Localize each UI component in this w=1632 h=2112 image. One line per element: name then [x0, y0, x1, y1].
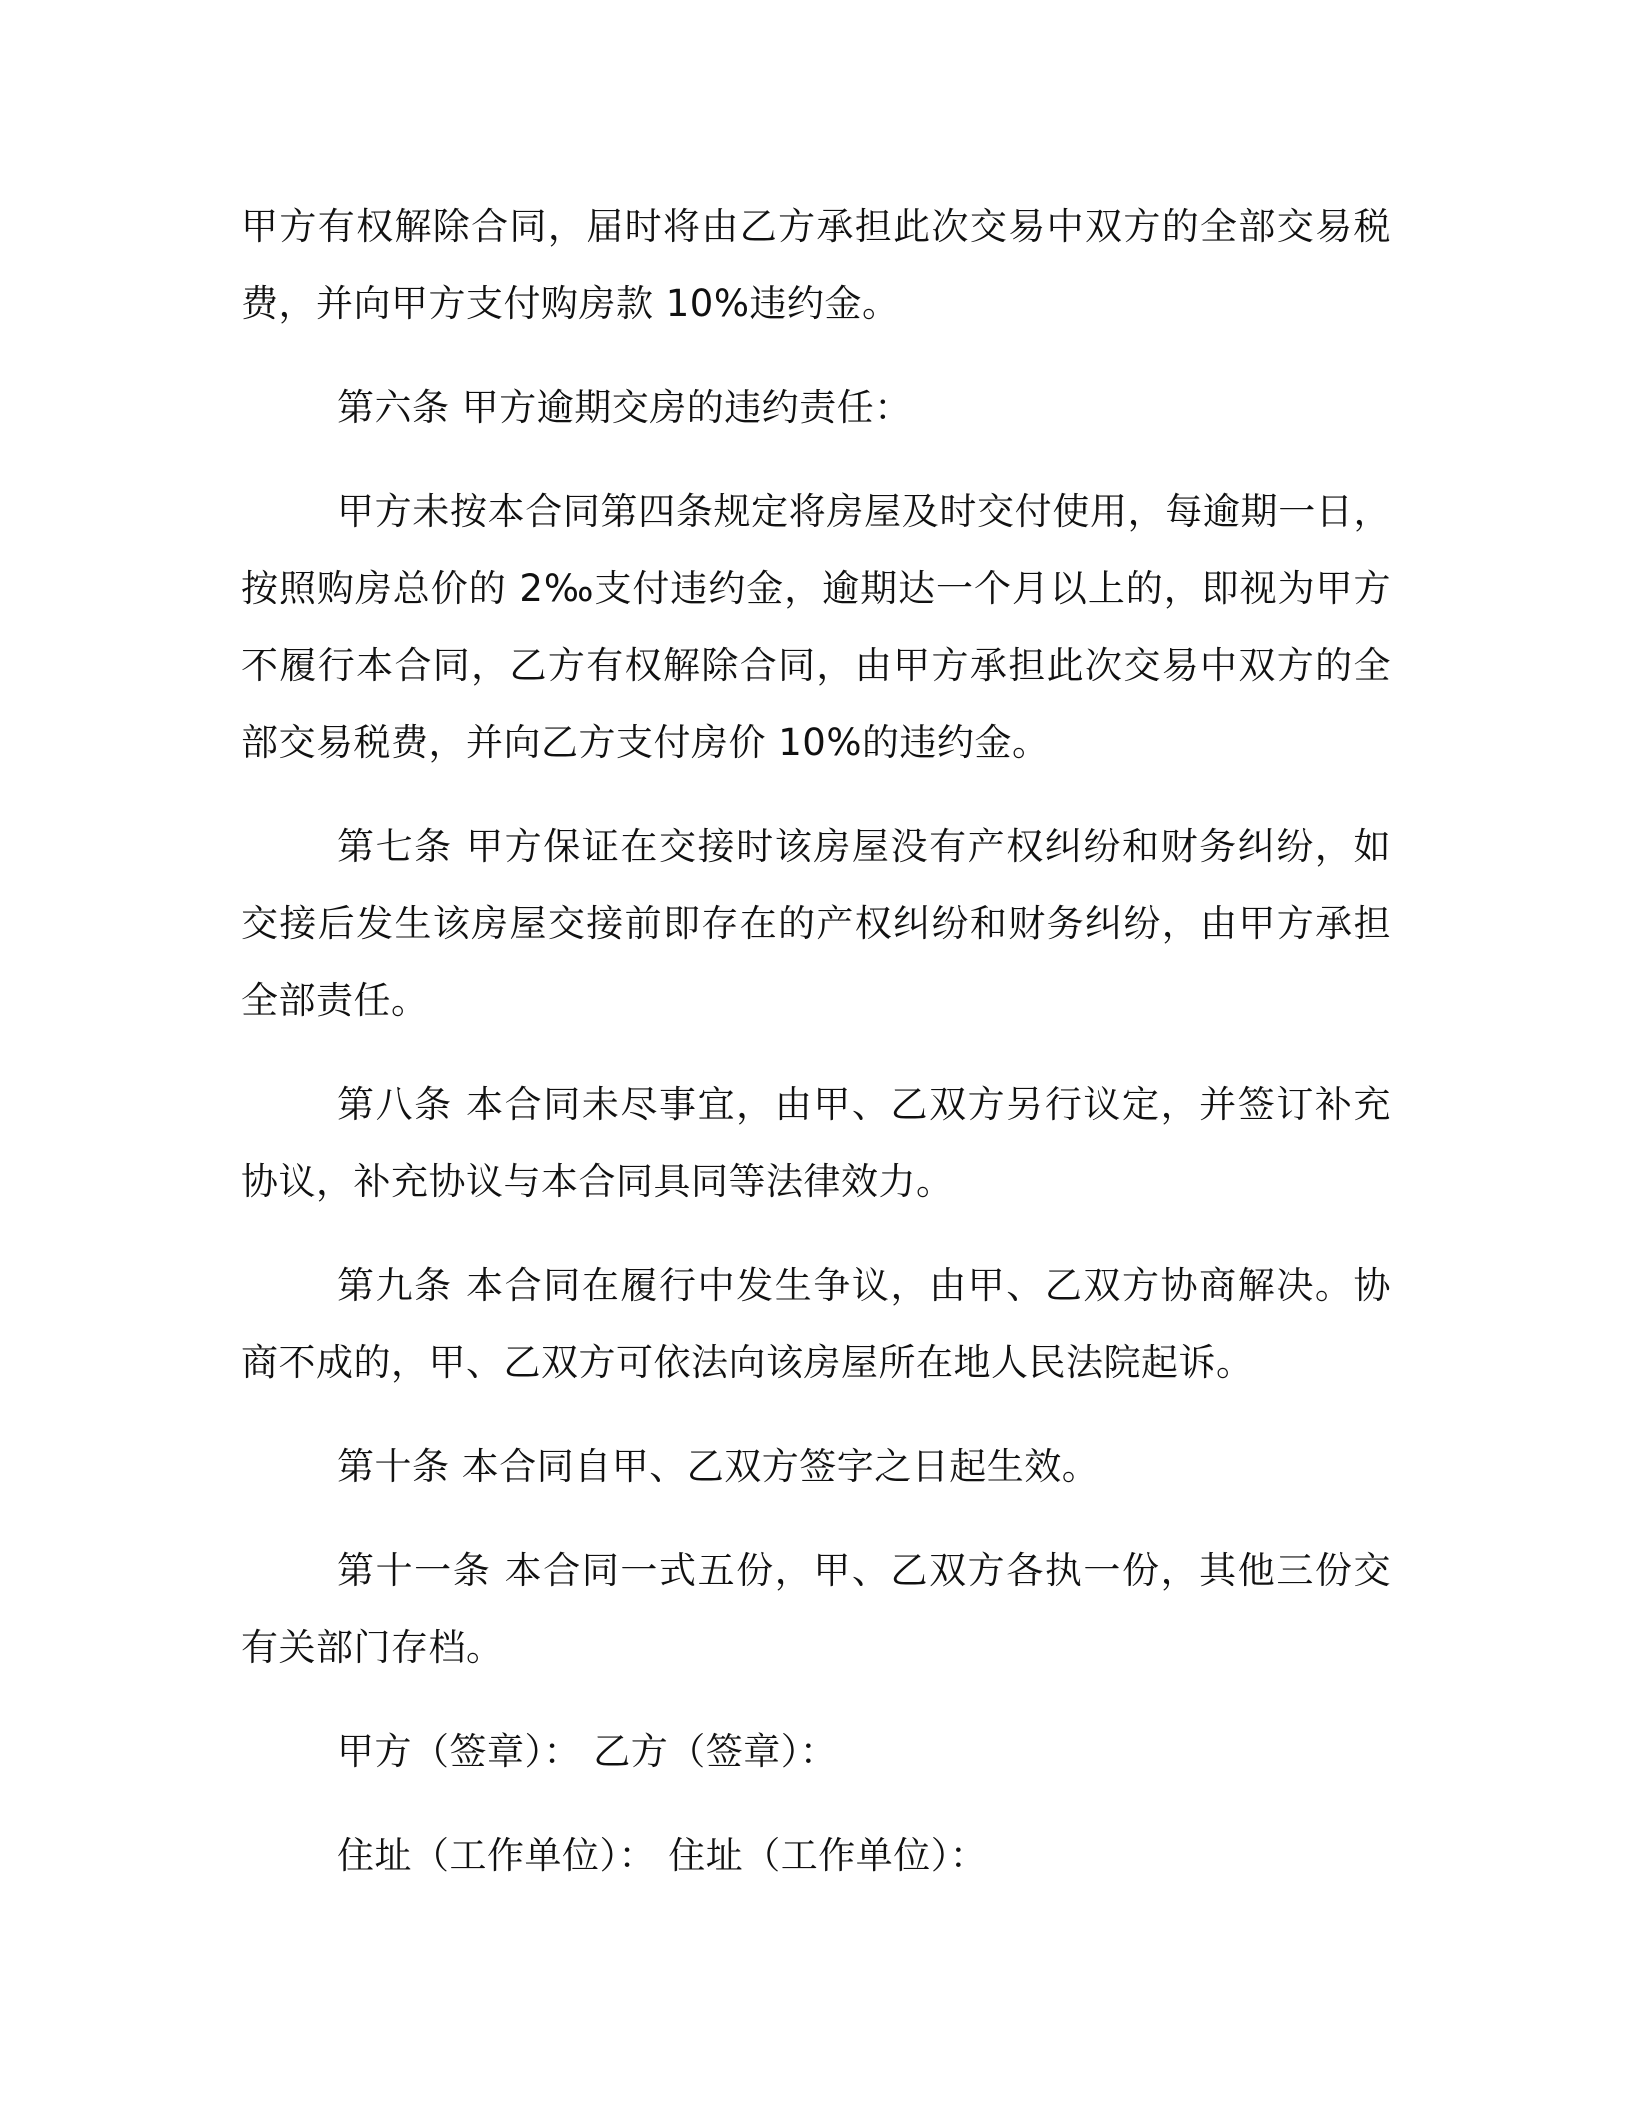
article-7: 第七条 甲方保证在交接时该房屋没有产权纠纷和财务纠纷，如交接后发生该房屋交接前即存在的产权纠纷和财务纠纷，由甲方承担全部责任。: [241, 825, 1391, 1022]
article-6-body: 甲方未按本合同第四条规定将房屋及时交付使用，每逾期一日，按照购房总价的 2‰支付违约金，逾期达一个月以上的，即视为甲方不履行本合同，乙方有权解除合同，由甲方承担此次交易中双方的全部交易税费，并向乙方支付房价 10%的违约金。: [241, 490, 1391, 764]
address-line: 住址（工作单位）： 住址（工作单位）：: [337, 1834, 988, 1877]
article-10: 第十条 本合同自甲、乙双方签字之日起生效。: [337, 1445, 1100, 1488]
article-9: 第九条 本合同在履行中发生争议，由甲、乙双方协商解决。协商不成的，甲、乙双方可依法向该房屋所在地人民法院起诉。: [241, 1264, 1391, 1384]
document-body: [241, 188, 1391, 1894]
signature-line: 甲方（签章）： 乙方（签章）：: [337, 1730, 838, 1773]
article-11: 第十一条 本合同一式五份，甲、乙双方各执一份，其他三份交有关部门存档。: [241, 1549, 1391, 1669]
article-6-heading: 第六条 甲方逾期交房的违约责任：: [337, 386, 912, 429]
paragraph-continuation: 甲方有权解除合同，届时将由乙方承担此次交易中双方的全部交易税费，并向甲方支付购房款 10%违约金。: [241, 205, 1391, 325]
article-8: 第八条 本合同未尽事宜，由甲、乙双方另行议定，并签订补充协议，补充协议与本合同具同等法律效力。: [241, 1083, 1391, 1203]
